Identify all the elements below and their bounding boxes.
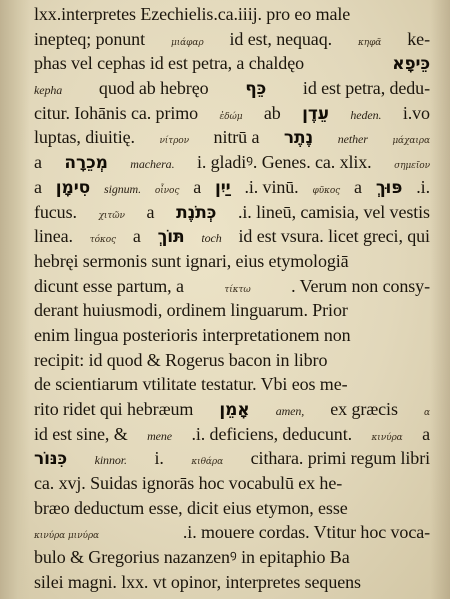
text-line <box>34 520 430 545</box>
greek-word: οἶνος <box>154 185 180 196</box>
latin-text: id est petra, dedu- <box>302 78 430 99</box>
text-line <box>34 570 430 595</box>
text-line <box>34 150 430 175</box>
latin-text: bulo & Gregorius nazanzenꝰ in epitaphio Ba <box>34 547 350 568</box>
latin-text: lxx.interpretes Ezechielis.ca.iiij. pro eo male <box>34 4 351 24</box>
hebrew-word: עֵדֶן <box>302 103 329 124</box>
greek-word: κιθάρα <box>191 457 224 468</box>
latin-text: ca. xvj. Suidas ignorās hoc vocabulū ex he- <box>34 473 343 494</box>
text-line <box>34 545 430 570</box>
latin-text: .i. <box>416 176 430 197</box>
latin-text: bræo deductum esse, dicit eius etymon, esse <box>34 497 348 518</box>
latin-text: citur. Iohānis ca. primo <box>34 102 199 123</box>
hebrew-word: אָמֵן <box>219 400 250 420</box>
hebrew-word: מְכֵרָה <box>64 153 108 174</box>
greek-word: ἐδώμ <box>219 111 243 122</box>
text-line <box>34 76 430 101</box>
latin-text: fucus. <box>34 201 77 222</box>
latin-text: phas vel cephas id est petra, a chaldęo <box>34 53 304 74</box>
latin-text: hebręi sermonis sunt ignari, eius etymologiā <box>34 250 349 271</box>
text-line <box>34 101 430 126</box>
page-gutter-shadow <box>0 0 30 599</box>
latin-text: luptas, diuitię. <box>34 127 135 148</box>
transliteration: heden. <box>350 107 382 122</box>
greek-word: σημεῖον <box>394 161 430 172</box>
hebrew-word: כְּתֹנֶת <box>176 202 217 223</box>
latin-text: ex græcis <box>330 399 398 419</box>
text-line <box>34 496 430 521</box>
greek-word: α <box>423 408 430 418</box>
latin-text-block <box>34 2 430 595</box>
page-edge-shadow <box>430 0 450 599</box>
latin-text: nitrū a <box>213 127 260 148</box>
latin-text: a <box>422 423 430 444</box>
text-line <box>34 298 430 323</box>
greek-word: τόκος <box>89 235 116 246</box>
greek-word: κινύρα <box>371 432 403 443</box>
transliteration: toch <box>201 231 222 246</box>
latin-text: a <box>132 226 141 247</box>
latin-text: de scientiarum vtilitate testatur. Vbi eos me- <box>34 374 348 395</box>
transliteration: machera. <box>130 157 175 172</box>
latin-text: linea. <box>34 226 73 247</box>
transliteration: amen, <box>275 404 305 418</box>
latin-text: i.vo <box>402 102 430 123</box>
greek-word: κηφᾶ <box>358 37 382 48</box>
latin-text: ab <box>263 102 281 123</box>
latin-text: i. <box>154 448 164 469</box>
greek-word: κινύρα μινύρα <box>34 531 99 542</box>
greek-word: μάχαιρα <box>392 136 430 147</box>
latin-text: a <box>34 176 42 197</box>
hebrew-word: יַיִן <box>215 177 231 198</box>
text-line <box>34 446 430 471</box>
latin-text: cithara. primi regum libri <box>250 448 430 469</box>
text-line <box>34 471 430 496</box>
latin-text: i. gladiꝰ. Genes. ca. xlix. <box>196 152 372 173</box>
greek-word: χιτῶν <box>98 210 125 221</box>
latin-text: a <box>354 176 362 197</box>
hebrew-word: כֵּיפָא <box>392 54 430 75</box>
latin-text: ke- <box>407 28 430 49</box>
latin-text: enim lingua posterioris interpretationem non <box>34 324 351 345</box>
hebrew-word: פּוּךְ <box>375 177 403 198</box>
hebrew-word: סִימָן <box>55 177 91 198</box>
latin-text: id est, nequaq. <box>229 28 332 49</box>
hebrew-word: כִּנּוֹר <box>34 449 68 470</box>
latin-text: .i. lineū, camisia, vel vestis <box>237 201 430 222</box>
greek-word: τίκτω <box>224 284 251 295</box>
latin-text: inepteq; ponunt <box>34 28 145 49</box>
latin-text: quod ab hebręo <box>98 78 209 99</box>
latin-text: a <box>193 176 202 197</box>
latin-text: .i. vinū. <box>244 176 299 197</box>
latin-text: .i. deficiens, deducunt. <box>191 423 353 444</box>
hebrew-word: נֶתֶר <box>283 128 314 149</box>
text-line <box>34 175 430 200</box>
text-line <box>34 372 430 397</box>
greek-word: μιάφαρ <box>170 37 204 48</box>
transliteration: signum. <box>104 181 141 196</box>
latin-text: silei magni. lxx. vt opinor, interpretes sequens <box>34 571 361 592</box>
text-line <box>34 249 430 274</box>
latin-text: . Verum non consy- <box>291 275 430 296</box>
hebrew-word: תּוֹךְ <box>157 227 185 248</box>
latin-text: derant huiusmodi, ordinem linguarum. Prior <box>34 300 348 321</box>
text-line <box>34 348 430 373</box>
latin-text: .i. mouere cordas. Vtitur hoc voca- <box>182 522 430 543</box>
transliteration: mene <box>147 428 172 443</box>
latin-text: id est sine, & <box>34 423 128 444</box>
latin-text: recipit: id quod & Rogerus bacon in libro <box>34 349 328 370</box>
latin-text: dicunt esse partum, a <box>34 275 184 296</box>
text-line <box>34 274 430 299</box>
text-line <box>34 397 430 422</box>
transliteration: kepha <box>34 83 63 98</box>
transliteration: nether <box>337 132 368 147</box>
greek-word: νίτρον <box>159 136 189 147</box>
text-line <box>34 224 430 249</box>
text-line <box>34 2 430 27</box>
transliteration: kinnor. <box>94 453 127 468</box>
text-line <box>34 422 430 447</box>
latin-text: id est vsura. licet greci, qui <box>238 226 430 247</box>
text-line <box>34 27 430 52</box>
greek-word: φῦκος <box>312 185 341 196</box>
text-line <box>34 125 430 150</box>
text-line <box>34 200 430 225</box>
latin-text: rito ridet qui hebræum <box>34 399 194 419</box>
latin-text: a <box>146 201 155 222</box>
latin-text: a <box>34 152 42 173</box>
hebrew-word: כֵּף <box>245 79 267 100</box>
text-line <box>34 323 430 348</box>
